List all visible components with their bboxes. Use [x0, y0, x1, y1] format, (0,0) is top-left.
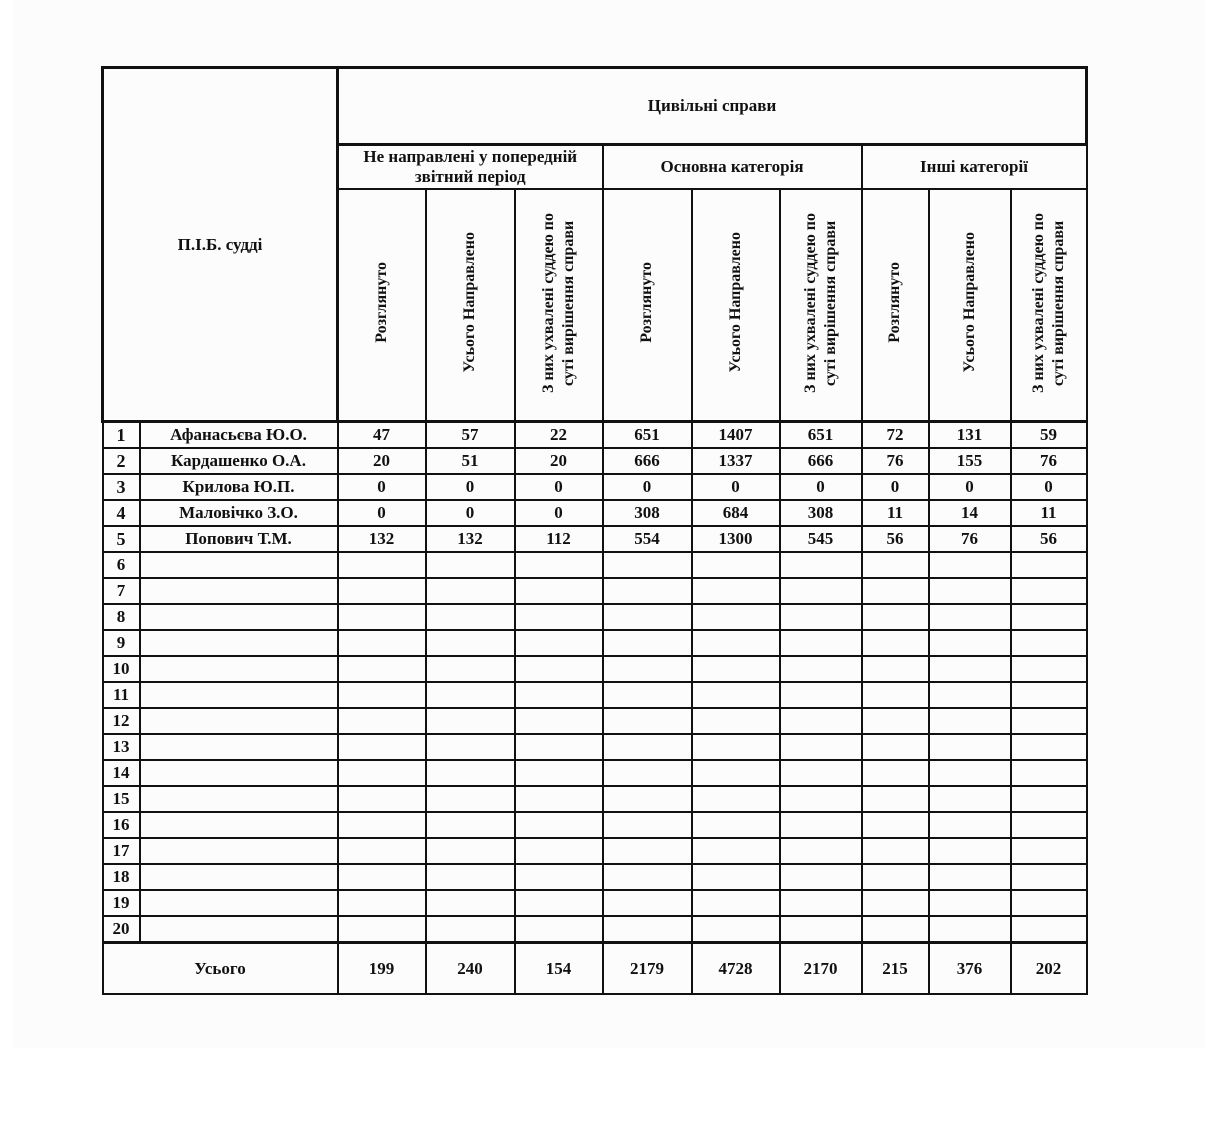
data-cell: [426, 734, 515, 760]
judge-name: Крилова Ю.П.: [140, 474, 338, 500]
data-cell: [515, 578, 603, 604]
data-cell: [780, 838, 862, 864]
data-cell: 0: [515, 500, 603, 526]
data-cell: [338, 578, 426, 604]
data-cell: [929, 838, 1011, 864]
data-cell: [780, 786, 862, 812]
data-cell: [603, 682, 692, 708]
data-cell: [426, 578, 515, 604]
row-number: 7: [103, 578, 140, 604]
data-cell: [929, 812, 1011, 838]
data-cell: 0: [515, 474, 603, 500]
data-cell: [338, 786, 426, 812]
row-number: 1: [103, 422, 140, 449]
row-number: 17: [103, 838, 140, 864]
data-cell: 666: [603, 448, 692, 474]
row-number: 13: [103, 734, 140, 760]
table-row: [103, 656, 1087, 682]
data-cell: [426, 786, 515, 812]
data-cell: [862, 578, 929, 604]
data-cell: 131: [929, 422, 1011, 449]
total-cell: 240: [426, 943, 515, 995]
data-cell: [862, 708, 929, 734]
table-row: [103, 682, 1087, 708]
judge-name: [140, 604, 338, 630]
data-cell: [1011, 656, 1087, 682]
civil-cases-header: Цивільні справи: [338, 68, 1087, 145]
row-number: 4: [103, 500, 140, 526]
row-number: 16: [103, 812, 140, 838]
table-row: [103, 916, 1087, 943]
group-header-main-category: Основна категорія: [603, 145, 862, 190]
data-cell: [603, 578, 692, 604]
judge-name: [140, 552, 338, 578]
data-cell: [780, 604, 862, 630]
data-cell: [692, 812, 780, 838]
group-header-previous-period: Не направлені у попередній звітний період: [338, 145, 603, 190]
data-cell: [929, 630, 1011, 656]
data-cell: [780, 864, 862, 890]
data-cell: [426, 656, 515, 682]
data-cell: 545: [780, 526, 862, 552]
data-cell: [929, 552, 1011, 578]
table-row: [103, 890, 1087, 916]
total-cell: 215: [862, 943, 929, 995]
data-cell: [515, 760, 603, 786]
row-number: 5: [103, 526, 140, 552]
data-cell: [426, 708, 515, 734]
data-cell: [862, 630, 929, 656]
data-cell: 59: [1011, 422, 1087, 449]
data-cell: [515, 734, 603, 760]
data-cell: [603, 604, 692, 630]
judge-name: [140, 812, 338, 838]
data-cell: [426, 838, 515, 864]
data-cell: [692, 578, 780, 604]
judge-name: [140, 760, 338, 786]
table-row: [103, 864, 1087, 890]
data-cell: [1011, 864, 1087, 890]
data-cell: [929, 760, 1011, 786]
data-cell: [780, 682, 862, 708]
data-cell: [603, 838, 692, 864]
data-cell: [515, 786, 603, 812]
subcolumn-header-text: Розглянуто: [886, 262, 903, 343]
data-cell: [426, 760, 515, 786]
judge-name: [140, 786, 338, 812]
table-row: [103, 708, 1087, 734]
data-cell: 0: [780, 474, 862, 500]
data-cell: 47: [338, 422, 426, 449]
judge-name: Маловічко З.О.: [140, 500, 338, 526]
data-cell: [603, 890, 692, 916]
row-number: 6: [103, 552, 140, 578]
data-cell: [780, 552, 862, 578]
data-cell: [515, 630, 603, 656]
subcolumn-header-text: З них ухвалені суддею по суті вирішення справи: [539, 212, 577, 393]
data-cell: 11: [862, 500, 929, 526]
data-cell: 0: [426, 474, 515, 500]
row-number: 20: [103, 916, 140, 943]
data-cell: [929, 604, 1011, 630]
table-row: [103, 838, 1087, 864]
data-cell: [929, 864, 1011, 890]
data-cell: [692, 890, 780, 916]
data-cell: [515, 890, 603, 916]
row-number: 10: [103, 656, 140, 682]
data-cell: [426, 916, 515, 943]
data-cell: [929, 916, 1011, 943]
judge-name-header: [103, 68, 338, 422]
subcolumn-header: [603, 189, 692, 422]
table-row: [103, 786, 1087, 812]
data-cell: [1011, 604, 1087, 630]
data-cell: [1011, 552, 1087, 578]
data-cell: [1011, 578, 1087, 604]
data-cell: 11: [1011, 500, 1087, 526]
data-cell: [603, 864, 692, 890]
data-cell: [862, 890, 929, 916]
data-cell: 0: [426, 500, 515, 526]
subcolumn-header: [780, 189, 862, 422]
data-cell: [515, 656, 603, 682]
data-cell: 0: [603, 474, 692, 500]
data-cell: [515, 682, 603, 708]
judge-name: [140, 890, 338, 916]
data-cell: [515, 604, 603, 630]
judge-name: Кардашенко О.А.: [140, 448, 338, 474]
data-cell: 651: [780, 422, 862, 449]
data-cell: [338, 552, 426, 578]
data-cell: [426, 890, 515, 916]
data-cell: [515, 812, 603, 838]
judges-statistics-table: [101, 66, 1088, 995]
data-cell: 0: [929, 474, 1011, 500]
row-number: 12: [103, 708, 140, 734]
judge-name: [140, 838, 338, 864]
subcolumn-header-text: Усього Направлено: [726, 232, 744, 373]
table-row: [103, 812, 1087, 838]
table-row: [103, 604, 1087, 630]
subcolumn-header-text: Розглянуто: [638, 262, 655, 343]
data-cell: [862, 682, 929, 708]
data-cell: 1407: [692, 422, 780, 449]
data-cell: [692, 630, 780, 656]
data-cell: 72: [862, 422, 929, 449]
data-cell: [603, 760, 692, 786]
data-cell: [692, 864, 780, 890]
data-cell: [338, 812, 426, 838]
data-cell: [929, 786, 1011, 812]
data-cell: [862, 916, 929, 943]
data-cell: 51: [426, 448, 515, 474]
data-cell: 76: [1011, 448, 1087, 474]
judge-name: [140, 656, 338, 682]
subcolumn-header: [862, 189, 929, 422]
subcolumn-header: [515, 189, 603, 422]
data-cell: [603, 552, 692, 578]
data-cell: 20: [338, 448, 426, 474]
data-cell: [780, 916, 862, 943]
data-cell: [692, 838, 780, 864]
row-number: 15: [103, 786, 140, 812]
total-cell: 4728: [692, 943, 780, 995]
judge-name: Попович Т.М.: [140, 526, 338, 552]
data-cell: 308: [780, 500, 862, 526]
data-cell: [1011, 734, 1087, 760]
data-cell: 308: [603, 500, 692, 526]
row-number: 19: [103, 890, 140, 916]
data-cell: 132: [426, 526, 515, 552]
data-cell: 76: [862, 448, 929, 474]
data-cell: [780, 578, 862, 604]
total-cell: 202: [1011, 943, 1087, 995]
subcolumn-header: [929, 189, 1011, 422]
data-cell: [692, 760, 780, 786]
row-number: 14: [103, 760, 140, 786]
data-cell: [780, 890, 862, 916]
table-row: [103, 760, 1087, 786]
data-cell: [515, 552, 603, 578]
data-cell: [862, 734, 929, 760]
row-number: 2: [103, 448, 140, 474]
judge-name: [140, 734, 338, 760]
data-cell: [862, 838, 929, 864]
data-cell: [1011, 890, 1087, 916]
table-row: [103, 630, 1087, 656]
subcolumn-header: [426, 189, 515, 422]
data-cell: 554: [603, 526, 692, 552]
data-cell: [929, 656, 1011, 682]
data-cell: 57: [426, 422, 515, 449]
data-cell: [338, 604, 426, 630]
data-cell: [1011, 786, 1087, 812]
data-cell: [929, 890, 1011, 916]
data-cell: 684: [692, 500, 780, 526]
data-cell: 0: [692, 474, 780, 500]
data-cell: 14: [929, 500, 1011, 526]
data-cell: [780, 656, 862, 682]
subcolumn-header-text: Усього Направлено: [461, 232, 478, 373]
data-cell: [603, 734, 692, 760]
data-cell: [692, 734, 780, 760]
data-cell: [1011, 630, 1087, 656]
data-cell: [603, 656, 692, 682]
data-cell: 0: [338, 500, 426, 526]
data-cell: [780, 630, 862, 656]
group-header-other-categories: Інші категорії: [862, 145, 1087, 190]
data-cell: [692, 604, 780, 630]
data-cell: [692, 708, 780, 734]
data-cell: [603, 708, 692, 734]
row-number: 18: [103, 864, 140, 890]
data-cell: [692, 656, 780, 682]
data-cell: [426, 604, 515, 630]
data-cell: [929, 708, 1011, 734]
data-cell: [1011, 916, 1087, 943]
data-cell: 132: [338, 526, 426, 552]
data-cell: [1011, 760, 1087, 786]
table-row: [103, 448, 1087, 474]
table-row: [103, 474, 1087, 500]
row-number: 9: [103, 630, 140, 656]
row-number: 8: [103, 604, 140, 630]
table-row: [103, 734, 1087, 760]
data-cell: [692, 916, 780, 943]
data-cell: 56: [862, 526, 929, 552]
judge-name-header-text: П.І.Б. судді: [177, 234, 263, 254]
data-cell: [603, 916, 692, 943]
row-number: 11: [103, 682, 140, 708]
data-cell: 56: [1011, 526, 1087, 552]
judge-name: Афанасьєва Ю.О.: [140, 422, 338, 449]
data-cell: 1337: [692, 448, 780, 474]
data-cell: [862, 552, 929, 578]
data-cell: [338, 630, 426, 656]
subcolumn-header: [692, 189, 780, 422]
judge-name: [140, 864, 338, 890]
data-cell: [780, 812, 862, 838]
data-cell: [780, 760, 862, 786]
total-cell: 376: [929, 943, 1011, 995]
judge-name: [140, 682, 338, 708]
data-cell: [780, 734, 862, 760]
data-cell: [1011, 812, 1087, 838]
judge-name: [140, 916, 338, 943]
data-cell: [603, 812, 692, 838]
data-cell: [338, 682, 426, 708]
data-cell: [1011, 682, 1087, 708]
data-cell: [692, 682, 780, 708]
data-cell: [426, 552, 515, 578]
data-cell: [338, 734, 426, 760]
data-cell: [862, 656, 929, 682]
table-row: [103, 578, 1087, 604]
data-cell: [515, 916, 603, 943]
data-cell: 0: [862, 474, 929, 500]
data-cell: [603, 630, 692, 656]
data-cell: [780, 708, 862, 734]
data-cell: 1300: [692, 526, 780, 552]
data-cell: [515, 708, 603, 734]
data-cell: 651: [603, 422, 692, 449]
data-cell: 22: [515, 422, 603, 449]
table-row: [103, 526, 1087, 552]
data-cell: [338, 890, 426, 916]
subcolumn-header-text: Усього Направлено: [960, 232, 978, 373]
data-cell: [426, 864, 515, 890]
data-cell: [862, 786, 929, 812]
judge-name: [140, 578, 338, 604]
data-cell: [338, 864, 426, 890]
data-cell: [338, 916, 426, 943]
data-cell: [1011, 838, 1087, 864]
data-cell: [862, 604, 929, 630]
data-cell: [692, 552, 780, 578]
data-cell: 155: [929, 448, 1011, 474]
subcolumn-header: [1011, 189, 1087, 422]
subcolumn-header-text: З них ухвалені суддею по суті вирішення справи: [1029, 212, 1067, 393]
total-cell: 154: [515, 943, 603, 995]
data-cell: [426, 812, 515, 838]
data-cell: 76: [929, 526, 1011, 552]
judge-name: [140, 630, 338, 656]
judge-name: [140, 708, 338, 734]
data-cell: [692, 786, 780, 812]
data-cell: [338, 656, 426, 682]
data-cell: 666: [780, 448, 862, 474]
total-cell: 2170: [780, 943, 862, 995]
data-cell: 112: [515, 526, 603, 552]
data-cell: [603, 786, 692, 812]
table-row: [103, 500, 1087, 526]
subcolumn-header-text: З них ухвалені суддею по суті вирішення справи: [801, 212, 839, 393]
data-cell: 0: [338, 474, 426, 500]
data-cell: [929, 734, 1011, 760]
data-cell: [338, 838, 426, 864]
totals-row: [103, 943, 1087, 995]
total-cell: 199: [338, 943, 426, 995]
data-cell: [426, 630, 515, 656]
table-row: [103, 552, 1087, 578]
subcolumn-header: [338, 189, 426, 422]
data-cell: 20: [515, 448, 603, 474]
data-cell: [338, 708, 426, 734]
data-cell: [929, 682, 1011, 708]
data-cell: [426, 682, 515, 708]
data-cell: [338, 760, 426, 786]
data-cell: [929, 578, 1011, 604]
data-cell: [862, 760, 929, 786]
total-cell: 2179: [603, 943, 692, 995]
data-cell: [862, 864, 929, 890]
data-cell: [862, 812, 929, 838]
subcolumn-header-text: Розглянуто: [372, 262, 390, 343]
data-cell: [1011, 708, 1087, 734]
data-cell: [515, 838, 603, 864]
data-cell: [515, 864, 603, 890]
table-row: [103, 422, 1087, 449]
row-number: 3: [103, 474, 140, 500]
totals-label: Усього: [103, 943, 338, 995]
data-cell: 0: [1011, 474, 1087, 500]
